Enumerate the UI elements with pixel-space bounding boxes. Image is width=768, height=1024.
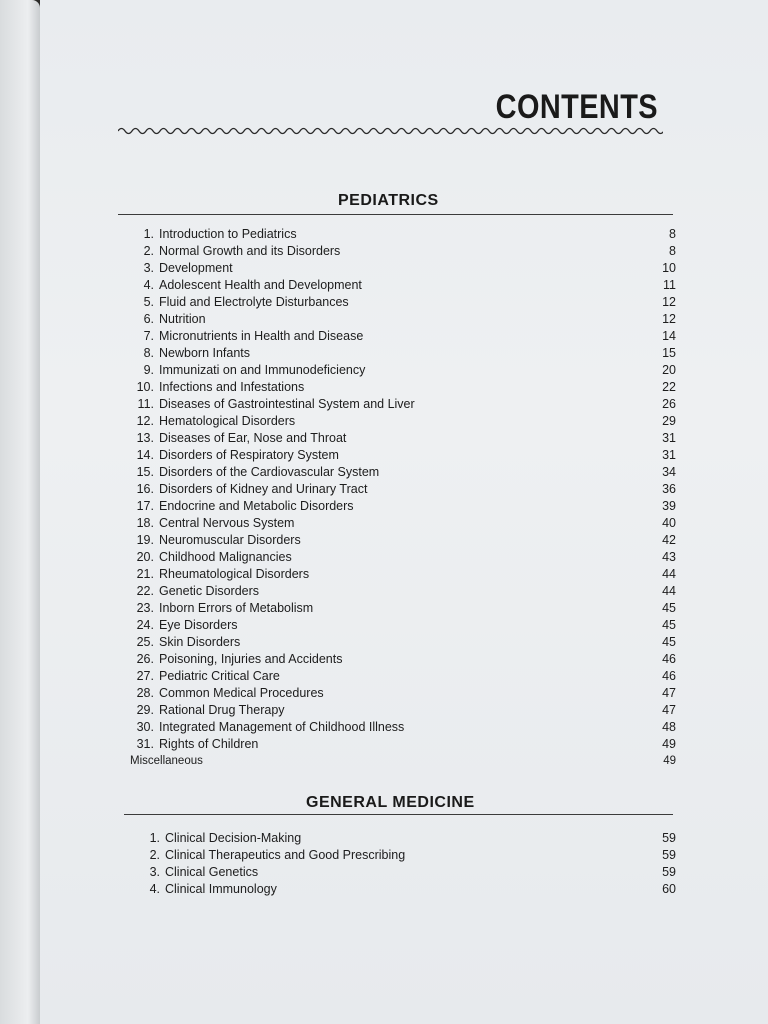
entry-number: 20. (136, 550, 154, 564)
entry-number: 25. (136, 635, 154, 649)
toc-entry (130, 685, 676, 702)
entry-title: Endocrine and Metabolic Disorders (159, 499, 354, 513)
entry-title: Childhood Malignancies (159, 550, 292, 564)
entry-page-number: 31 (662, 431, 676, 445)
toc-entry (130, 583, 676, 600)
entry-title: Micronutrients in Health and Disease (159, 329, 364, 343)
entry-number: 19. (136, 533, 154, 547)
entry-page-number: 12 (662, 295, 676, 309)
entry-title: Inborn Errors of Metabolism (159, 601, 314, 615)
entry-number: 3. (149, 865, 160, 879)
entry-page-number: 44 (662, 584, 676, 598)
toc-entry (130, 532, 676, 549)
entry-number: 22. (136, 584, 154, 598)
entry-number: 27. (136, 669, 154, 683)
toc-entry (130, 260, 676, 277)
section-rule-general-medicine (124, 814, 673, 815)
entry-number: 1. (143, 227, 154, 241)
toc-entry (130, 549, 676, 566)
entry-number: 6. (143, 312, 154, 326)
toc-entry (130, 413, 676, 430)
entry-page-number: 40 (662, 516, 676, 530)
entry-page-number: 20 (662, 363, 676, 377)
entry-page-number: 31 (662, 448, 676, 462)
entry-title: Integrated Management of Childhood Illness (159, 720, 405, 734)
entry-page-number: 36 (662, 482, 676, 496)
entry-page-number: 26 (662, 397, 676, 411)
entry-title: Diseases of Gastrointestinal System and Liver (159, 397, 415, 411)
entry-title: Diseases of Ear, Nose and Throat (159, 431, 347, 445)
entry-page-number: 43 (662, 550, 676, 564)
toc-entry (130, 498, 676, 515)
entry-number: 17. (136, 499, 154, 513)
entry-page-number: 49 (662, 737, 676, 751)
toc-entry (130, 430, 676, 447)
entry-title: Clinical Decision-Making (165, 831, 302, 845)
entry-page-number: 29 (662, 414, 676, 428)
entry-number: 21. (136, 567, 154, 581)
entry-title: Rational Drug Therapy (159, 703, 285, 717)
entry-page-number: 42 (662, 533, 676, 547)
entry-title: Clinical Therapeutics and Good Prescribing (165, 848, 406, 862)
toc-entry (130, 600, 676, 617)
entry-title: Newborn Infants (159, 346, 251, 360)
entry-number: 5. (143, 295, 154, 309)
entry-number: 23. (136, 601, 154, 615)
entry-title: Central Nervous System (159, 516, 295, 530)
entry-number: 15. (136, 465, 154, 479)
entry-page-number: 46 (662, 652, 676, 666)
toc-entry (130, 719, 676, 736)
entry-page-number: 60 (662, 882, 676, 896)
entry-number: 24. (136, 618, 154, 632)
entry-number: 12. (136, 414, 154, 428)
toc-entry (130, 277, 676, 294)
entry-title: Development (159, 261, 233, 275)
pediatrics-entry-list (130, 226, 676, 770)
toc-entry (130, 311, 676, 328)
entry-title: Common Medical Procedures (159, 686, 324, 700)
entry-title: Neuromuscular Disorders (159, 533, 301, 547)
entry-number: 8. (143, 346, 154, 360)
entry-page-number: 8 (669, 244, 676, 258)
entry-number: 31. (136, 737, 154, 751)
entry-number: 26. (136, 652, 154, 666)
entry-number: 9. (143, 363, 154, 377)
section-rule-pediatrics (118, 214, 673, 215)
entry-title: Poisoning, Injuries and Accidents (159, 652, 343, 666)
entry-number: 1. (149, 831, 160, 845)
entry-page-number: 46 (662, 669, 676, 683)
toc-entry (136, 847, 676, 864)
section-title-pediatrics: PEDIATRICS (338, 192, 439, 209)
toc-entry (130, 464, 676, 481)
toc-entry (130, 566, 676, 583)
entry-title: Rheumatological Disorders (159, 567, 310, 581)
entry-page-number: 49 (663, 755, 676, 767)
entry-title: Adolescent Health and Development (159, 278, 362, 292)
entry-page-number: 48 (662, 720, 676, 734)
entry-title: Disorders of Kidney and Urinary Tract (159, 482, 368, 496)
toc-entry (130, 345, 676, 362)
toc-entry (130, 396, 676, 413)
entry-page-number: 34 (662, 465, 676, 479)
entry-title: Fluid and Electrolyte Disturbances (159, 295, 349, 309)
wavy-rule (118, 124, 663, 138)
entry-number: 29. (136, 703, 154, 717)
entry-title: Pediatric Critical Care (159, 669, 280, 683)
entry-number: 11. (137, 397, 154, 411)
entry-page-number: 44 (662, 567, 676, 581)
toc-entry (130, 668, 676, 685)
toc-entry (130, 753, 676, 770)
entry-title: Clinical Genetics (165, 865, 259, 879)
entry-page-number: 22 (662, 380, 676, 394)
entry-number: 10. (136, 380, 154, 394)
entry-title: Rights of Children (159, 737, 259, 751)
entry-page-number: 15 (662, 346, 676, 360)
entry-page-number: 39 (662, 499, 676, 513)
entry-number: 16. (136, 482, 154, 496)
entry-page-number: 45 (662, 635, 676, 649)
entry-page-number: 45 (662, 618, 676, 632)
toc-entry (130, 651, 676, 668)
entry-page-number: 45 (662, 601, 676, 615)
entry-title: Clinical Immunology (165, 882, 277, 896)
toc-entry (136, 864, 676, 881)
entry-number: 30. (136, 720, 154, 734)
entry-number: 14. (136, 448, 154, 462)
contents-page (40, 0, 768, 1024)
entry-title: Infections and Infestations (159, 380, 305, 394)
toc-entry (130, 328, 676, 345)
entry-number: 3. (143, 261, 154, 275)
entry-page-number: 59 (662, 865, 676, 879)
entry-number: 13. (136, 431, 154, 445)
left-page-edge (0, 0, 40, 1024)
general-medicine-entry-list (136, 830, 676, 898)
toc-entry (130, 634, 676, 651)
toc-entry (130, 617, 676, 634)
entry-page-number: 11 (663, 278, 676, 292)
entry-title: Skin Disorders (159, 635, 241, 649)
entry-title: Disorders of the Cardiovascular System (159, 465, 380, 479)
page-title: CONTENTS (495, 88, 658, 126)
entry-title: Eye Disorders (159, 618, 238, 632)
toc-entry (130, 379, 676, 396)
toc-entry (130, 362, 676, 379)
entry-title: Normal Growth and its Disorders (159, 244, 341, 258)
toc-entry (130, 447, 676, 464)
toc-entry (130, 702, 676, 719)
entry-title: Hematological Disorders (159, 414, 296, 428)
toc-entry (130, 481, 676, 498)
entry-number: 28. (136, 686, 154, 700)
entry-number: 4. (149, 882, 160, 896)
entry-page-number: 12 (662, 312, 676, 326)
entry-number: 7. (143, 329, 154, 343)
entry-page-number: 10 (662, 261, 676, 275)
section-title-general-medicine: GENERAL MEDICINE (306, 794, 475, 811)
toc-entry (130, 243, 676, 260)
entry-title: Immunizati on and Immunodeficiency (159, 363, 366, 377)
toc-entry (130, 294, 676, 311)
toc-entry (130, 736, 676, 753)
toc-entry (136, 830, 676, 847)
entry-number: 4. (143, 278, 154, 292)
entry-page-number: 14 (662, 329, 676, 343)
entry-page-number: 59 (662, 848, 676, 862)
toc-entry (130, 226, 676, 243)
entry-title: Miscellaneous (130, 755, 203, 767)
entry-number: 2. (143, 244, 154, 258)
entry-title: Nutrition (159, 312, 206, 326)
toc-entry (130, 515, 676, 532)
entry-page-number: 47 (662, 686, 676, 700)
entry-page-number: 47 (662, 703, 676, 717)
entry-page-number: 59 (662, 831, 676, 845)
entry-number: 18. (136, 516, 154, 530)
entry-title: Genetic Disorders (159, 584, 260, 598)
entry-title: Introduction to Pediatrics (159, 227, 297, 241)
entry-title: Disorders of Respiratory System (159, 448, 339, 462)
entry-number: 2. (149, 848, 160, 862)
entry-page-number: 8 (669, 227, 676, 241)
toc-entry (136, 881, 676, 898)
